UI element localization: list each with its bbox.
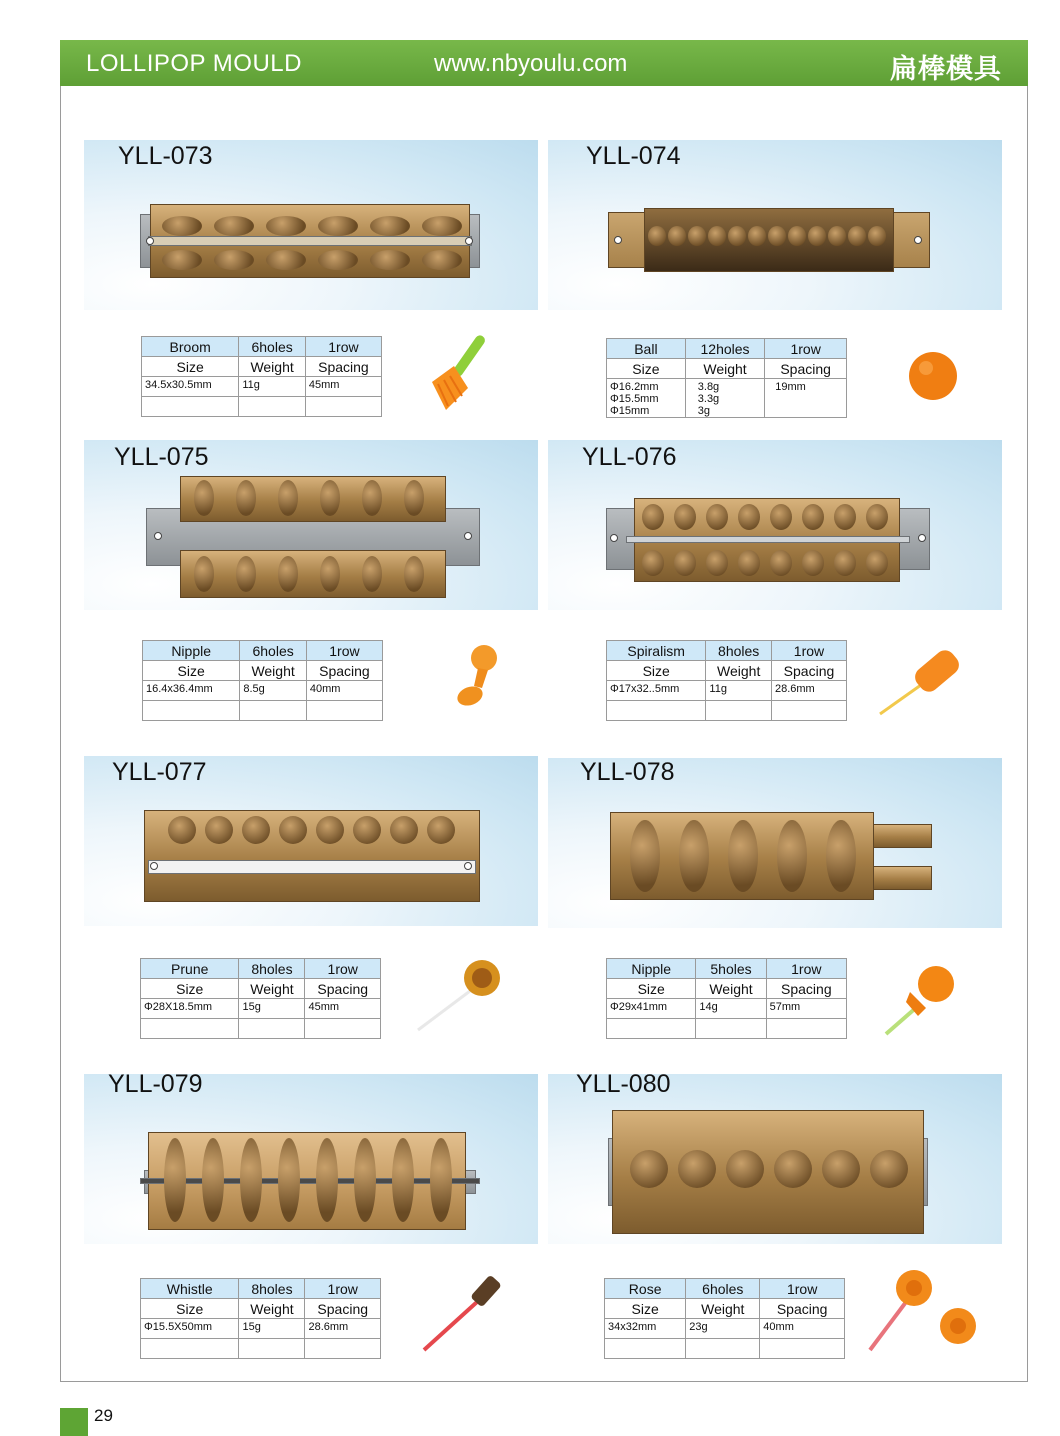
spacing-value: 45mm — [305, 999, 381, 1019]
shape-cell: Whistle — [141, 1279, 239, 1299]
holes-cell: 8holes — [706, 641, 772, 661]
rows-cell: 1row — [305, 1279, 381, 1299]
mould-cavity — [354, 1138, 376, 1222]
product-code: YLL-080 — [576, 1070, 671, 1098]
mould-cavity — [866, 504, 888, 530]
size-value: 16.4x36.4mm — [143, 681, 240, 701]
mould-cavity — [278, 1138, 300, 1222]
mould-cavity — [392, 1138, 414, 1222]
mould-cavity — [788, 226, 806, 246]
mould-cavity — [266, 250, 306, 270]
rows-cell: 1row — [305, 959, 381, 979]
nipple-lollipop-icon — [880, 962, 962, 1038]
mould-cavity — [318, 250, 358, 270]
weight-label: Weight — [686, 1299, 760, 1319]
mould-cavity — [770, 504, 792, 530]
mould-cavity — [738, 504, 760, 530]
spacing-label: Spacing — [766, 979, 846, 999]
weight-value: 8.5g — [240, 681, 307, 701]
mould-cavity — [642, 550, 664, 576]
weight-value: 3.8g 3.3g 3g — [685, 379, 765, 418]
mould-image-yll-079 — [140, 1132, 480, 1230]
header-title: LOLLIPOP MOULD — [86, 50, 302, 77]
mould-cavity — [706, 550, 728, 576]
shape-cell: Prune — [141, 959, 239, 979]
spacing-label: Spacing — [305, 979, 381, 999]
spacing-label: Spacing — [305, 1299, 381, 1319]
size-label: Size — [605, 1299, 686, 1319]
mould-cavity — [316, 816, 344, 844]
mould-image-yll-074 — [608, 208, 930, 272]
mould-cavity — [822, 1150, 860, 1188]
mould-cavity — [834, 504, 856, 530]
mould-cavity — [768, 226, 786, 246]
mould-cavity — [202, 1138, 224, 1222]
nipple-candy-icon — [448, 642, 504, 708]
mould-cavity — [630, 820, 660, 892]
mould-cavity — [320, 480, 340, 516]
spacing-label: Spacing — [306, 661, 382, 681]
mould-image-yll-080 — [608, 1110, 928, 1234]
mould-cavity — [774, 1150, 812, 1188]
product-code: YLL-079 — [108, 1070, 203, 1098]
mould-cavity — [630, 1150, 668, 1188]
mould-cavity — [390, 816, 418, 844]
mould-cavity — [866, 550, 888, 576]
broom-lollipop-icon — [424, 326, 514, 416]
mould-cavity — [728, 226, 746, 246]
mould-cavity — [278, 480, 298, 516]
product-code: YLL-074 — [586, 142, 681, 170]
mould-cavity — [688, 226, 706, 246]
spacing-value: 45mm — [305, 377, 381, 397]
mould-image-yll-077 — [144, 810, 480, 902]
header-chinese-title: 扁棒模具 — [890, 54, 1002, 84]
mould-cavity — [770, 550, 792, 576]
page-header — [60, 40, 1028, 86]
shape-cell: Ball — [607, 339, 686, 359]
shape-cell: Broom — [142, 337, 239, 357]
mould-cavity — [279, 816, 307, 844]
mould-cavity — [708, 226, 726, 246]
product-code: YLL-077 — [112, 758, 207, 786]
weight-label: Weight — [240, 661, 307, 681]
product-code: YLL-073 — [118, 142, 213, 170]
mould-cavity — [848, 226, 866, 246]
mould-cavity — [834, 550, 856, 576]
shape-cell: Nipple — [607, 959, 696, 979]
size-label: Size — [141, 979, 239, 999]
mould-cavity — [370, 216, 410, 236]
spec-table-yll-077 — [140, 958, 381, 1039]
mould-image-yll-078 — [610, 810, 932, 900]
mould-cavity — [706, 504, 728, 530]
spacing-label: Spacing — [760, 1299, 845, 1319]
mould-cavity — [404, 556, 424, 592]
holes-cell: 5holes — [696, 959, 766, 979]
spec-table-yll-076 — [606, 640, 847, 721]
mould-cavity — [674, 504, 696, 530]
footer-green-square — [60, 1408, 88, 1436]
rows-cell: 1row — [760, 1279, 845, 1299]
mould-cavity — [642, 504, 664, 530]
spacing-value: 28.6mm — [305, 1319, 381, 1339]
rows-cell: 1row — [765, 339, 847, 359]
whistle-lollipop-icon — [418, 1270, 514, 1356]
spec-table-yll-079 — [140, 1278, 381, 1359]
spec-table-yll-073 — [141, 336, 382, 417]
mould-cavity — [214, 216, 254, 236]
mould-cavity — [808, 226, 826, 246]
spacing-value: 19mm — [765, 379, 847, 418]
weight-label: Weight — [239, 1299, 305, 1319]
mould-cavity — [168, 816, 196, 844]
mould-cavity — [679, 820, 709, 892]
size-value: Φ15.5X50mm — [141, 1319, 239, 1339]
mould-cavity — [422, 216, 462, 236]
holes-cell: 8holes — [239, 959, 305, 979]
weight-label: Weight — [239, 357, 306, 377]
mould-cavity — [728, 820, 758, 892]
spec-table-yll-078 — [606, 958, 847, 1039]
size-label: Size — [607, 359, 686, 379]
mould-cavity — [316, 1138, 338, 1222]
mould-cavity — [738, 550, 760, 576]
mould-cavity — [236, 556, 256, 592]
mould-cavity — [828, 226, 846, 246]
product-code: YLL-075 — [114, 443, 209, 471]
size-value: 34x32mm — [605, 1319, 686, 1339]
mould-cavity — [868, 226, 886, 246]
mould-cavity — [802, 504, 824, 530]
holes-cell: 6holes — [686, 1279, 760, 1299]
mould-cavity — [240, 1138, 262, 1222]
weight-value: 15g — [239, 1319, 305, 1339]
weight-label: Weight — [239, 979, 305, 999]
mould-cavity — [318, 216, 358, 236]
shape-cell: Nipple — [143, 641, 240, 661]
shape-cell: Rose — [605, 1279, 686, 1299]
mould-cavity — [278, 556, 298, 592]
mould-cavity — [362, 556, 382, 592]
rose-lollipop-icon — [864, 1264, 980, 1356]
mould-image-yll-076 — [606, 498, 930, 582]
mould-cavity — [826, 820, 856, 892]
weight-value: 11g — [706, 681, 772, 701]
spacing-label: Spacing — [305, 357, 381, 377]
mould-cavity — [370, 250, 410, 270]
size-value: Φ16.2mm Φ15.5mm Φ15mm — [607, 379, 686, 418]
size-value: Φ28X18.5mm — [141, 999, 239, 1019]
mould-cavity — [194, 556, 214, 592]
orange-ball-icon — [906, 350, 960, 402]
mould-image-yll-075 — [146, 476, 480, 600]
holes-cell: 12holes — [685, 339, 765, 359]
mould-cavity — [777, 820, 807, 892]
weight-value: 11g — [239, 377, 306, 397]
spacing-value: 28.6mm — [771, 681, 846, 701]
holes-cell: 6holes — [240, 641, 307, 661]
spec-table-yll-075 — [142, 640, 383, 721]
size-label: Size — [143, 661, 240, 681]
mould-cavity — [242, 816, 270, 844]
spacing-label: Spacing — [771, 661, 846, 681]
mould-cavity — [404, 480, 424, 516]
prune-lollipop-icon — [412, 956, 506, 1036]
weight-label: Weight — [685, 359, 765, 379]
mould-cavity — [748, 226, 766, 246]
mould-cavity — [726, 1150, 764, 1188]
mould-cavity — [648, 226, 666, 246]
shape-cell: Spiralism — [607, 641, 706, 661]
spec-table-yll-074 — [606, 338, 847, 418]
mould-cavity — [870, 1150, 908, 1188]
mould-cavity — [214, 250, 254, 270]
mould-cavity — [194, 480, 214, 516]
mould-cavity — [266, 216, 306, 236]
mould-cavity — [430, 1138, 452, 1222]
rows-cell: 1row — [305, 337, 381, 357]
rows-cell: 1row — [766, 959, 846, 979]
size-value: Φ29x41mm — [607, 999, 696, 1019]
header-website[interactable]: www.nbyoulu.com — [434, 50, 628, 77]
spacing-value: 57mm — [766, 999, 846, 1019]
mould-cavity — [320, 556, 340, 592]
weight-value: 15g — [239, 999, 305, 1019]
size-label: Size — [607, 979, 696, 999]
spacing-value: 40mm — [760, 1319, 845, 1339]
mould-cavity — [674, 550, 696, 576]
mould-cavity — [353, 816, 381, 844]
mould-cavity — [362, 480, 382, 516]
spacing-value: 40mm — [306, 681, 382, 701]
rows-cell: 1row — [771, 641, 846, 661]
size-value: Φ17x32..5mm — [607, 681, 706, 701]
weight-value: 14g — [696, 999, 766, 1019]
product-code: YLL-076 — [582, 443, 677, 471]
spec-table-yll-080 — [604, 1278, 845, 1359]
mould-image-yll-073 — [140, 200, 480, 282]
mould-cavity — [668, 226, 686, 246]
mould-cavity — [802, 550, 824, 576]
product-code: YLL-078 — [580, 758, 675, 786]
page-number: 29 — [94, 1406, 113, 1425]
mould-cavity — [422, 250, 462, 270]
mould-cavity — [678, 1150, 716, 1188]
mould-cavity — [205, 816, 233, 844]
mould-cavity — [162, 216, 202, 236]
weight-label: Weight — [696, 979, 766, 999]
holes-cell: 6holes — [239, 337, 306, 357]
mould-cavity — [162, 250, 202, 270]
mould-cavity — [427, 816, 455, 844]
size-label: Size — [141, 1299, 239, 1319]
weight-label: Weight — [706, 661, 772, 681]
size-label: Size — [142, 357, 239, 377]
rows-cell: 1row — [306, 641, 382, 661]
mould-cavity — [164, 1138, 186, 1222]
spiral-lollipop-icon — [876, 636, 976, 718]
spacing-label: Spacing — [765, 359, 847, 379]
size-label: Size — [607, 661, 706, 681]
mould-cavity — [236, 480, 256, 516]
weight-value: 23g — [686, 1319, 760, 1339]
holes-cell: 8holes — [239, 1279, 305, 1299]
size-value: 34.5x30.5mm — [142, 377, 239, 397]
